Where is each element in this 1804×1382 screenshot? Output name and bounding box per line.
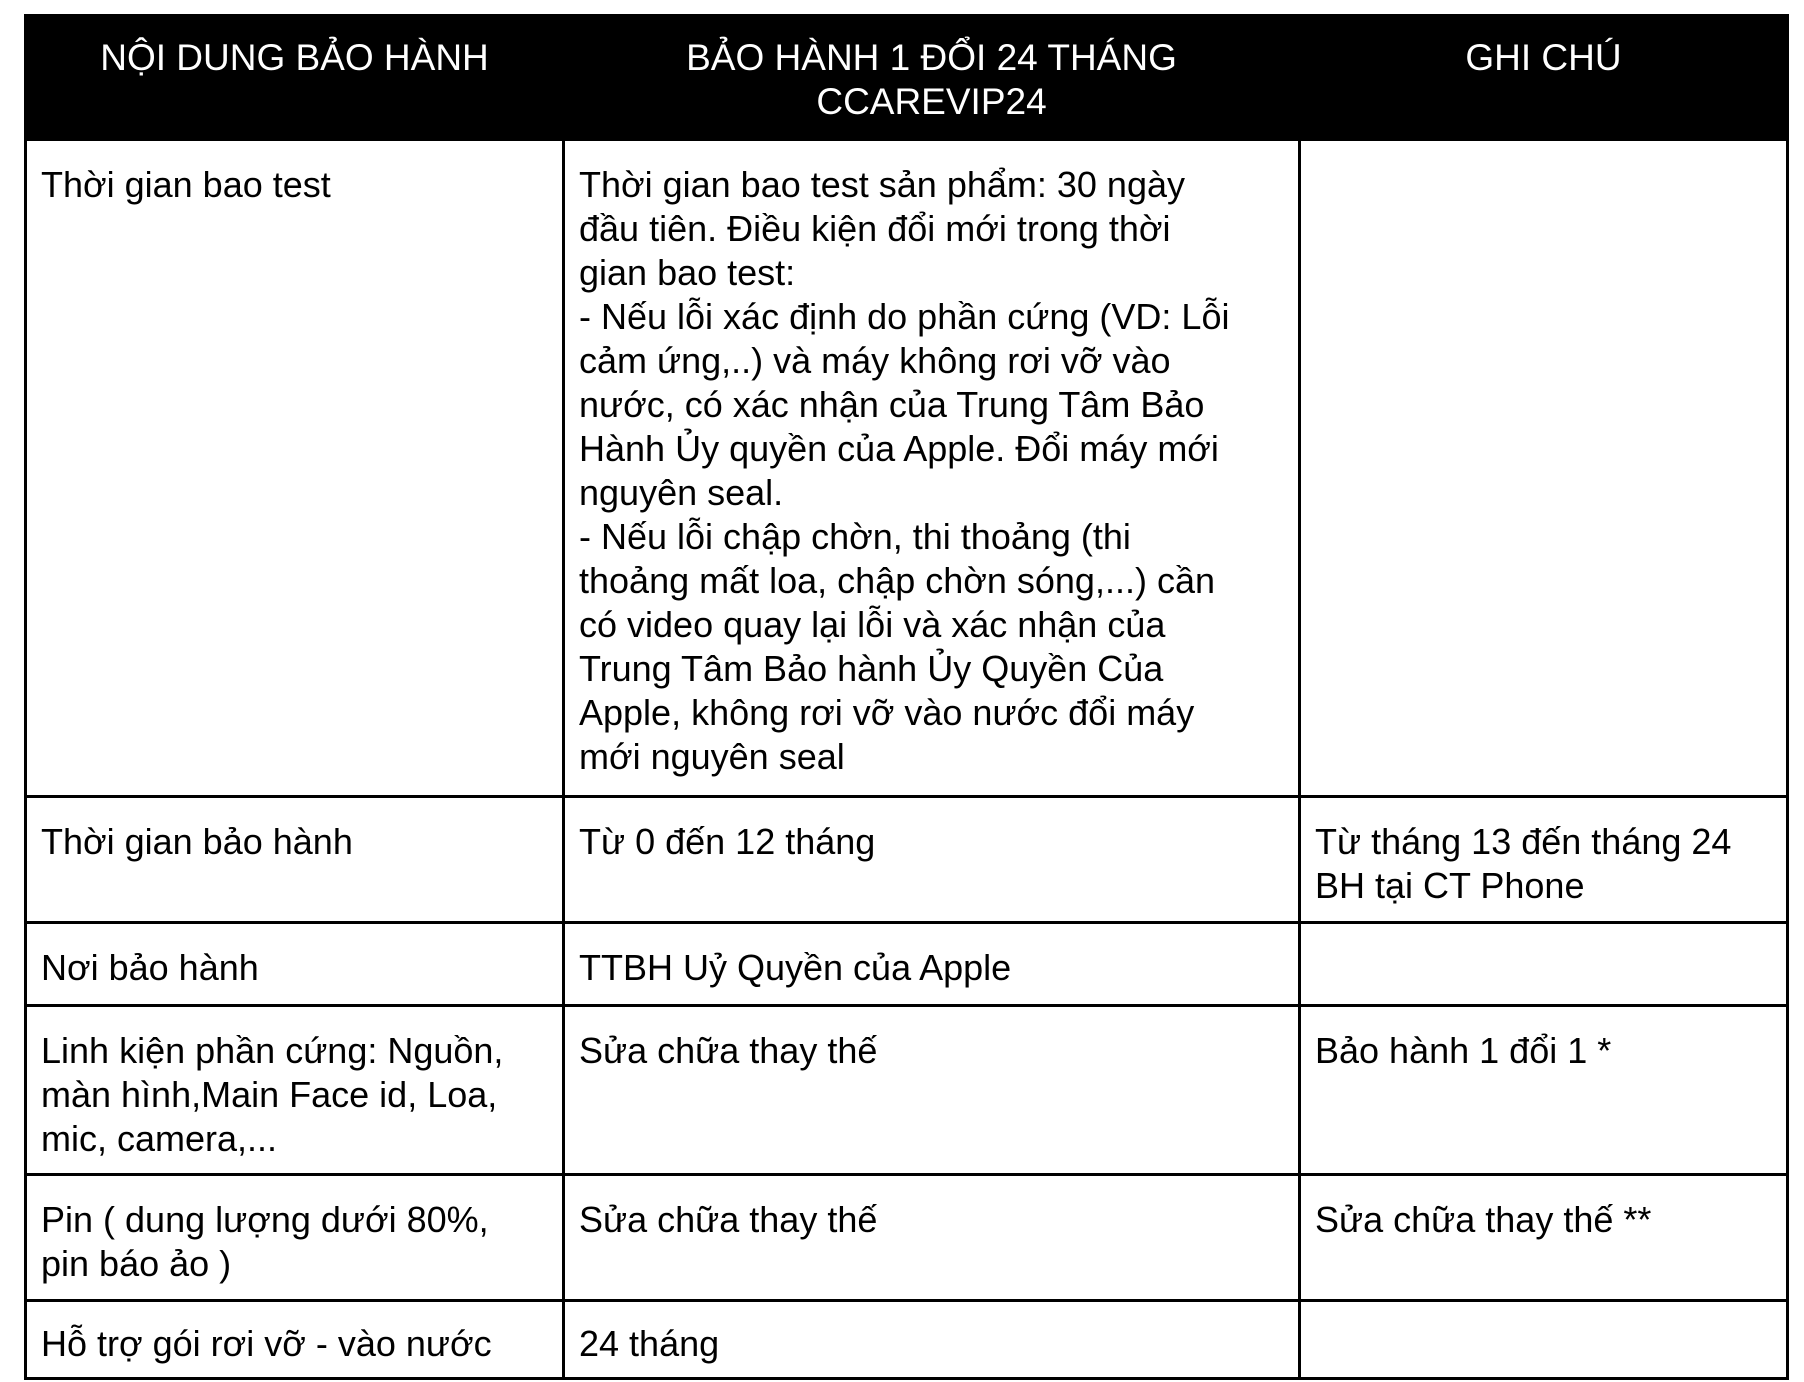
note-cell bbox=[1300, 1006, 1788, 1175]
cell-text: nguyên seal. bbox=[579, 472, 784, 513]
note-cell bbox=[1300, 1175, 1788, 1301]
cell-text: TTBH Uỷ Quyền của Apple bbox=[579, 947, 1012, 988]
cell-text: Thời gian bảo hành bbox=[41, 821, 353, 862]
cell-text: gian bao test: bbox=[579, 252, 796, 293]
table-row bbox=[26, 923, 1788, 1006]
header-label: NỘI DUNG BẢO HÀNH bbox=[100, 37, 489, 78]
cell-text: BH tại CT Phone bbox=[1315, 865, 1585, 906]
cell-text: nước, có xác nhận của Trung Tâm Bảo bbox=[579, 384, 1205, 425]
cell-text: Hành Ủy quyền của Apple. Đổi máy mới bbox=[579, 428, 1219, 469]
warranty-cell bbox=[564, 923, 1300, 1006]
table-header-row bbox=[26, 16, 1788, 140]
content-cell bbox=[26, 797, 564, 923]
header-label: CCAREVIP24 bbox=[816, 81, 1047, 122]
cell-text: mới nguyên seal bbox=[579, 736, 845, 777]
table-row bbox=[26, 1006, 1788, 1175]
cell-text: đầu tiên. Điều kiện đổi mới trong thời bbox=[579, 208, 1171, 249]
cell-text: cảm ứng,..) và máy không rơi vỡ vào bbox=[579, 340, 1171, 381]
note-cell bbox=[1300, 797, 1788, 923]
content-cell bbox=[26, 1175, 564, 1301]
warranty-cell bbox=[564, 140, 1300, 797]
cell-text: - Nếu lỗi chập chờn, thi thoảng (thi bbox=[579, 516, 1131, 557]
header-label: GHI CHÚ bbox=[1465, 37, 1622, 78]
warranty-cell bbox=[564, 1006, 1300, 1175]
cell-text: Apple, không rơi vỡ vào nước đổi máy bbox=[579, 692, 1195, 733]
cell-text: Từ 0 đến 12 tháng bbox=[579, 821, 876, 862]
header-note-column bbox=[1300, 16, 1788, 140]
cell-text: Từ tháng 13 đến tháng 24 bbox=[1315, 821, 1732, 862]
cell-text: Thời gian bao test sản phẩm: 30 ngày bbox=[579, 164, 1185, 205]
cell-text: Nơi bảo hành bbox=[41, 947, 259, 988]
cell-text: Thời gian bao test bbox=[41, 164, 331, 205]
cell-text: 24 tháng bbox=[579, 1323, 720, 1364]
note-cell bbox=[1300, 1301, 1788, 1379]
cell-text: Sửa chữa thay thế bbox=[579, 1030, 878, 1071]
content-cell bbox=[26, 1006, 564, 1175]
cell-text: Linh kiện phần cứng: Nguồn, bbox=[41, 1030, 504, 1071]
cell-text: Sửa chữa thay thế ** bbox=[1315, 1199, 1652, 1240]
cell-text: thoảng mất loa, chập chờn sóng,...) cần bbox=[579, 560, 1215, 601]
cell-text: Hỗ trợ gói rơi vỡ - vào nước bbox=[41, 1323, 492, 1364]
table-row bbox=[26, 140, 1788, 797]
cell-text: pin báo ảo ) bbox=[41, 1243, 232, 1284]
header-label: BẢO HÀNH 1 ĐỔI 24 THÁNG bbox=[686, 37, 1177, 78]
content-cell bbox=[26, 923, 564, 1006]
cell-text: Bảo hành 1 đổi 1 * bbox=[1315, 1030, 1612, 1071]
header-warranty-column bbox=[564, 16, 1300, 140]
content-cell bbox=[26, 1301, 564, 1379]
cell-text: mic, camera,... bbox=[41, 1118, 278, 1159]
cell-text: Sửa chữa thay thế bbox=[579, 1199, 878, 1240]
cell-text: Trung Tâm Bảo hành Ủy Quyền Của bbox=[579, 648, 1164, 689]
table-row bbox=[26, 1301, 1788, 1379]
cell-text: màn hình,Main Face id, Loa, bbox=[41, 1074, 498, 1115]
cell-text: Pin ( dung lượng dưới 80%, bbox=[41, 1199, 489, 1240]
warranty-cell bbox=[564, 797, 1300, 923]
header-content-column bbox=[26, 16, 564, 140]
table-row bbox=[26, 797, 1788, 923]
table-row bbox=[26, 1175, 1788, 1301]
cell-text: có video quay lại lỗi và xác nhận của bbox=[579, 604, 1166, 645]
note-cell bbox=[1300, 140, 1788, 797]
content-cell bbox=[26, 140, 564, 797]
note-cell bbox=[1300, 923, 1788, 1006]
warranty-cell bbox=[564, 1175, 1300, 1301]
warranty-table bbox=[24, 14, 1789, 1380]
cell-text: - Nếu lỗi xác định do phần cứng (VD: Lỗi bbox=[579, 296, 1230, 337]
warranty-cell bbox=[564, 1301, 1300, 1379]
